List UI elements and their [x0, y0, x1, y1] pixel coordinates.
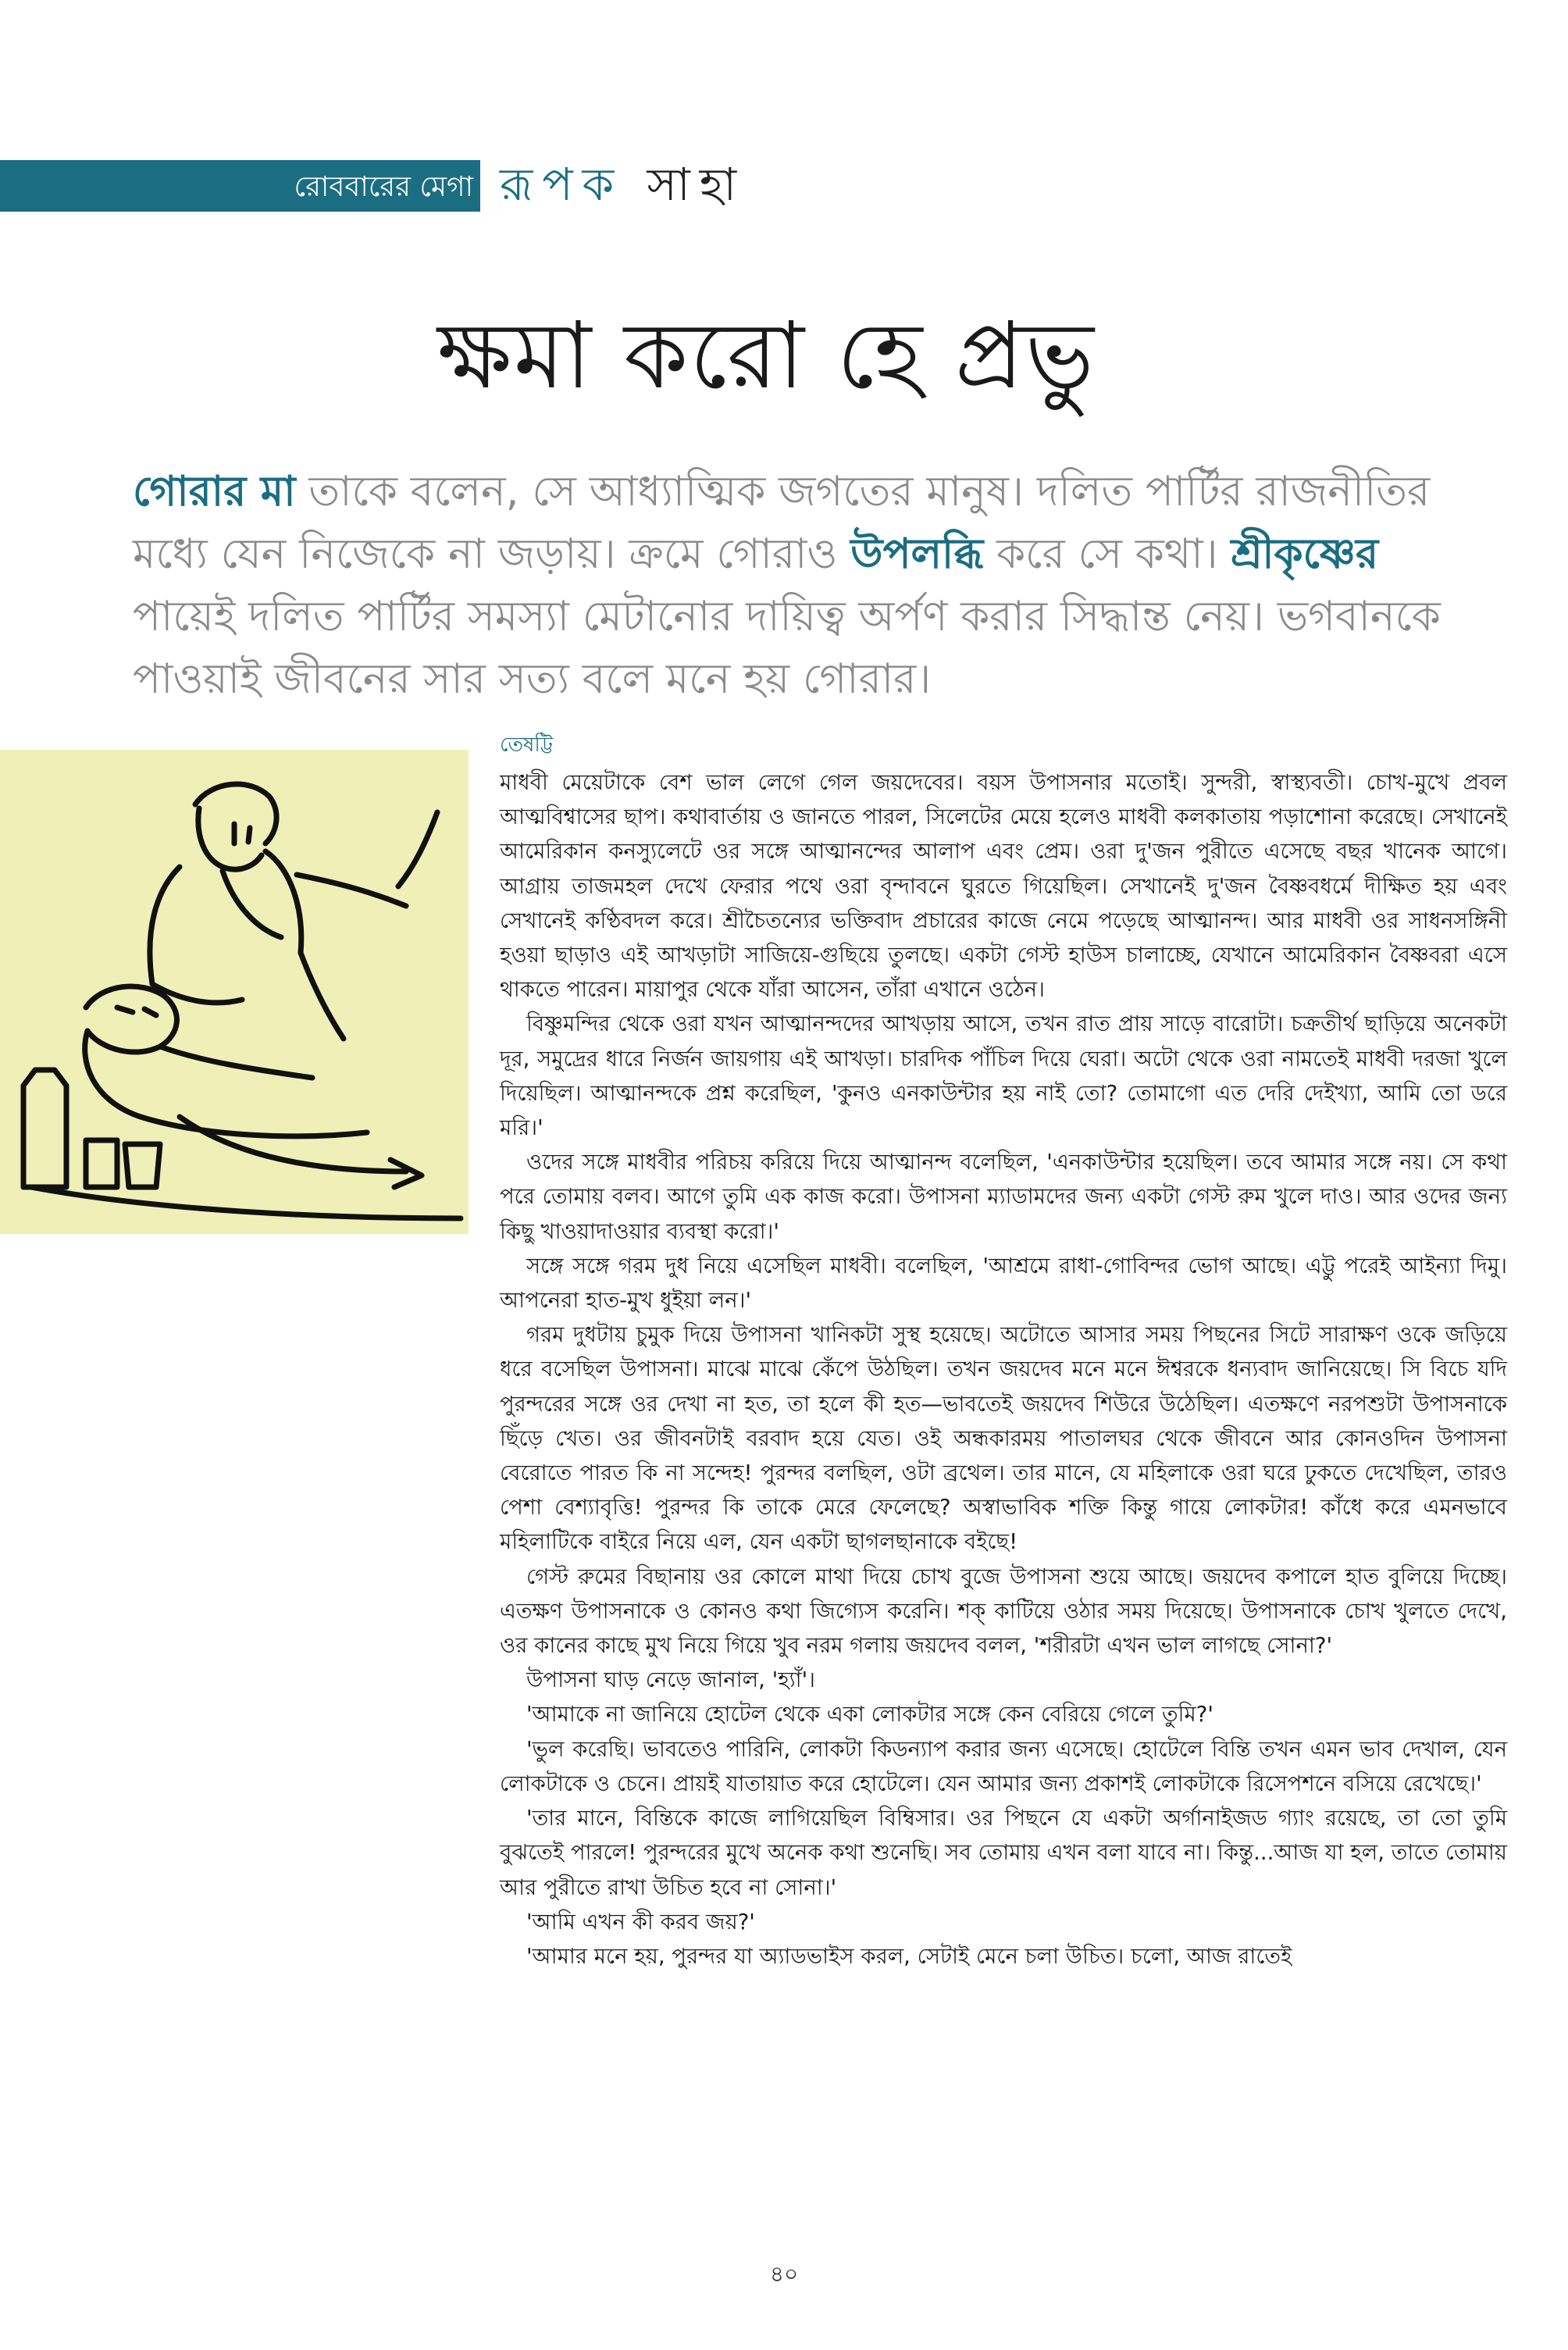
- story-body: [500, 765, 1507, 1974]
- lede-paragraph: [133, 461, 1445, 711]
- body-paragraph: গরম দুধটায় চুমুক দিয়ে উপাসনা খানিকটা সুস্থ হয়েছে। অটোতে আসার সময় পিছনের সিটে সারাক্ষণ ওকে জড়িয়ে ধরে বসেছিল উপাসনা। মাঝে মাঝে কেঁপে উঠছিল। তখন জয়দেব মনে মনে ঈশ্বরকে ধন্যবাদ জানিয়েছে। সি বিচে যদি পুরন্দরের সঙ্গে ওর দেখা না হত, তা হলে কী হত—ভাবতেই জয়দেব শিউরে উঠেছিল। এতক্ষণে নরপশুটা উপাসনাকে ছিঁড়ে খেত। ওর জীবনটাই বরবাদ হয়ে যেত। ওই অন্ধকারময় পাতালঘর থেকে জীবনে আর কোনওদিন উপাসনা বেরোতে পারত কি না সন্দেহ! পুরন্দর বলছিল, ওটা ব্রথেল। তার মানে, যে মহিলাকে ওরা ঘরে ঢুকতে দেখেছিল, তারও পেশা বেশ্যাবৃত্তি! পুরন্দর কি তাকে মেরে ফেলেছে? অস্বাভাবিক শক্তি কিন্তু গায়ে লোকটার! কাঁধে করে এমনভাবে মহিলাটিকে বাইরে নিয়ে এল, যেন একটা ছাগলছানাকে বইছে!: [500, 1322, 1507, 1555]
- lede-highlight-2: উপলব্ধি: [850, 530, 984, 578]
- chapter-number: তেষট্টি: [500, 733, 554, 757]
- author-last-name: সাহা: [647, 158, 747, 211]
- author-byline: [500, 153, 746, 216]
- body-paragraph: 'আমি এখন কী করব জয়?': [526, 1909, 755, 1935]
- body-paragraph: সঙ্গে সঙ্গে গরম দুধ নিয়ে এসেছিল মাধবী। বলেছিল, 'আশ্রমে রাধা-গোবিন্দর ভোগ আছে। এট্টু পরেই আইন্যা দিমু। আপনেরা হাত-মুখ ধুইয়া লন।': [500, 1253, 1507, 1314]
- page-number: ৪০: [769, 2261, 799, 2287]
- body-paragraph: 'তার মানে, বিন্তিকে কাজে লাগিয়েছিল বিম্বিসার। ওর পিছনে যে একটা অর্গানাইজড গ্যাং রয়েছে, তা তো তুমি বুঝতেই পারলে! পুরন্দরের মুখে অনেক কথা শুনেছি। সব তোমায় এখন বলা যাবে না। কিন্তু...আজ যা হল, তাতে তোমায় আর পুরীতে রাখা উচিত হবে না সোনা।': [500, 1806, 1507, 1900]
- lede-highlight-1: গোরার মা: [133, 468, 296, 515]
- body-paragraph: ওদের সঙ্গে মাধবীর পরিচয় করিয়ে দিয়ে আত্মানন্দ বলেছিল, 'এনকাউন্টার হয়েছিল। তবে আমার সঙ্গে নয়। সে কথা পরে তোমায় বলব। আগে তুমি এক কাজ করো। উপাসনা ম্যাডামদের জন্য একটা গেস্ট রুম খুলে দাও। আর ওদের জন্য কিছু খাওয়াদাওয়ার ব্যবস্থা করো।': [500, 1150, 1507, 1244]
- lede-text-2: করে সে কথা।: [983, 530, 1231, 578]
- body-paragraph: গেস্ট রুমের বিছানায় ওর কোলে মাথা দিয়ে চোখ বুজে উপাসনা শুয়ে আছে। জয়দেব কপালে হাত বুলিয়ে দিচ্ছে। এতক্ষণ উপাসনাকে ও কোনও কথা জিগ্যেস করেনি। শক্ কাটিয়ে ওঠার সময় দিয়েছে। উপাসনাকে চোখ খুলতে দেখে, ওর কানের কাছে মুখ নিয়ে গিয়ে খুব নরম গলায় জয়দেব বলল, 'শরীরটা এখন ভাল লাগছে সোনা?': [500, 1564, 1507, 1659]
- body-paragraph: 'আমার মনে হয়, পুরন্দর যা অ্যাডভাইস করল, সেটাই মেনে চলা উচিত। চলো, আজ রাতেই: [526, 1943, 1292, 1969]
- body-paragraph: বিষ্ণুমন্দির থেকে ওরা যখন আত্মানন্দদের আখড়ায় আসে, তখন রাত প্রায় সাড়ে বারোটা। চক্রতীর্থ ছাড়িয়ে অনেকটা দূর, সমুদ্রের ধারে নির্জন জায়গায় এই আখড়া। চারদিক পাঁচিল দিয়ে ঘেরা। অটো থেকে ওরা নামতেই মাধবী দরজা খুলে দিয়েছিল। আত্মানন্দকে প্রশ্ন করেছিল, 'কুনও এনকাউন্টার হয় নাই তো? তোমাগো এত দেরি দেইখ্যা, আমি তো ডরে মরি।': [500, 1011, 1507, 1141]
- lede-highlight-3: শ্রীকৃষ্ণের: [1231, 530, 1379, 578]
- body-paragraph: মাধবী মেয়েটাকে বেশ ভাল লেগে গেল জয়দেবের। বয়স উপাসনার মতোই। সুন্দরী, স্বাস্থ্যবতী। চোখ-মুখে প্রবল আত্মবিশ্বাসের ছাপ। কথাবার্তায় ও জানতে পারল, সিলেটের মেয়ে হলেও মাধবী কলকাতায় পড়াশোনা করেছে। সেখানেই আমেরিকান কনস্যুলেটে ওর সঙ্গে আত্মানন্দের আলাপ এবং প্রেম। ওরা দু'জন পুরীতে এসেছে বছর খানেক আগে। আগ্রায় তাজমহল দেখে ফেরার পথে ওরা বৃন্দাবনে ঘুরতে গিয়েছিল। সেখানেই দু'জন বৈষ্ণবধর্মে দীক্ষিত হয় এবং সেখানেই কণ্ঠিবদল করে। শ্রীচৈতন্যের ভক্তিবাদ প্রচারের কাজে নেমে পড়েছে আত্মানন্দ। আর মাধবী ওর সাধনসঙ্গিনী হওয়া ছাড়াও এই আখড়াটা সাজিয়ে-গুছিয়ে তুলছে। একটা গেস্ট হাউস চালাচ্ছে, যেখানে আমেরিকান বৈষ্ণবরা এসে থাকতে পারেন। মায়াপুর থেকে যাঁরা আসেন, তাঁরা এখানে ওঠেন।: [500, 770, 1507, 1003]
- body-paragraph: উপাসনা ঘাড় নেড়ে জানাল, 'হ্যাঁ'।: [526, 1667, 815, 1693]
- illustration: [0, 750, 469, 1234]
- lede-text-1: তাকে বলেন, সে আধ্যাত্মিক জগতের মানুষ। দলিত পার্টির রাজনীতির মধ্যে যেন নিজেকে না জড়ায়। ক্রমে গোরাও: [133, 468, 1431, 578]
- body-paragraph: 'ভুল করেছি। ভাবতেও পারিনি, লোকটা কিডন্যাপ করার জন্য এসেছে। হোটেলে বিন্তি তখন এমন ভাব দেখাল, যেন লোকটাকে ও চেনে। প্রায়ই যাতায়াত করে হোটেলে। যেন আমার জন্য প্রকাশই লোকটাকে রিসেপশনে বসিয়ে রেখেছে।': [500, 1736, 1507, 1796]
- author-first-name: রূপক: [500, 158, 624, 211]
- story-title: ক্ষমা করো হে প্রভু: [437, 301, 1096, 409]
- body-paragraph: 'আমাকে না জানিয়ে হোটেল থেকে একা লোকটার সঙ্গে কেন বেরিয়ে গেলে তুমি?': [526, 1702, 1213, 1728]
- series-label: রোববারের মেগা: [294, 171, 473, 203]
- sketch-couple-illustration: [0, 750, 469, 1234]
- lede-text-3: পায়েই দলিত পার্টির সমস্যা মেটানোর দায়িত্ব অর্পণ করার সিদ্ধান্ত নেয়। ভগবানকে পাওয়াই জীবনের সার সত্য বলে মনে হয় গোরার।: [133, 593, 1441, 703]
